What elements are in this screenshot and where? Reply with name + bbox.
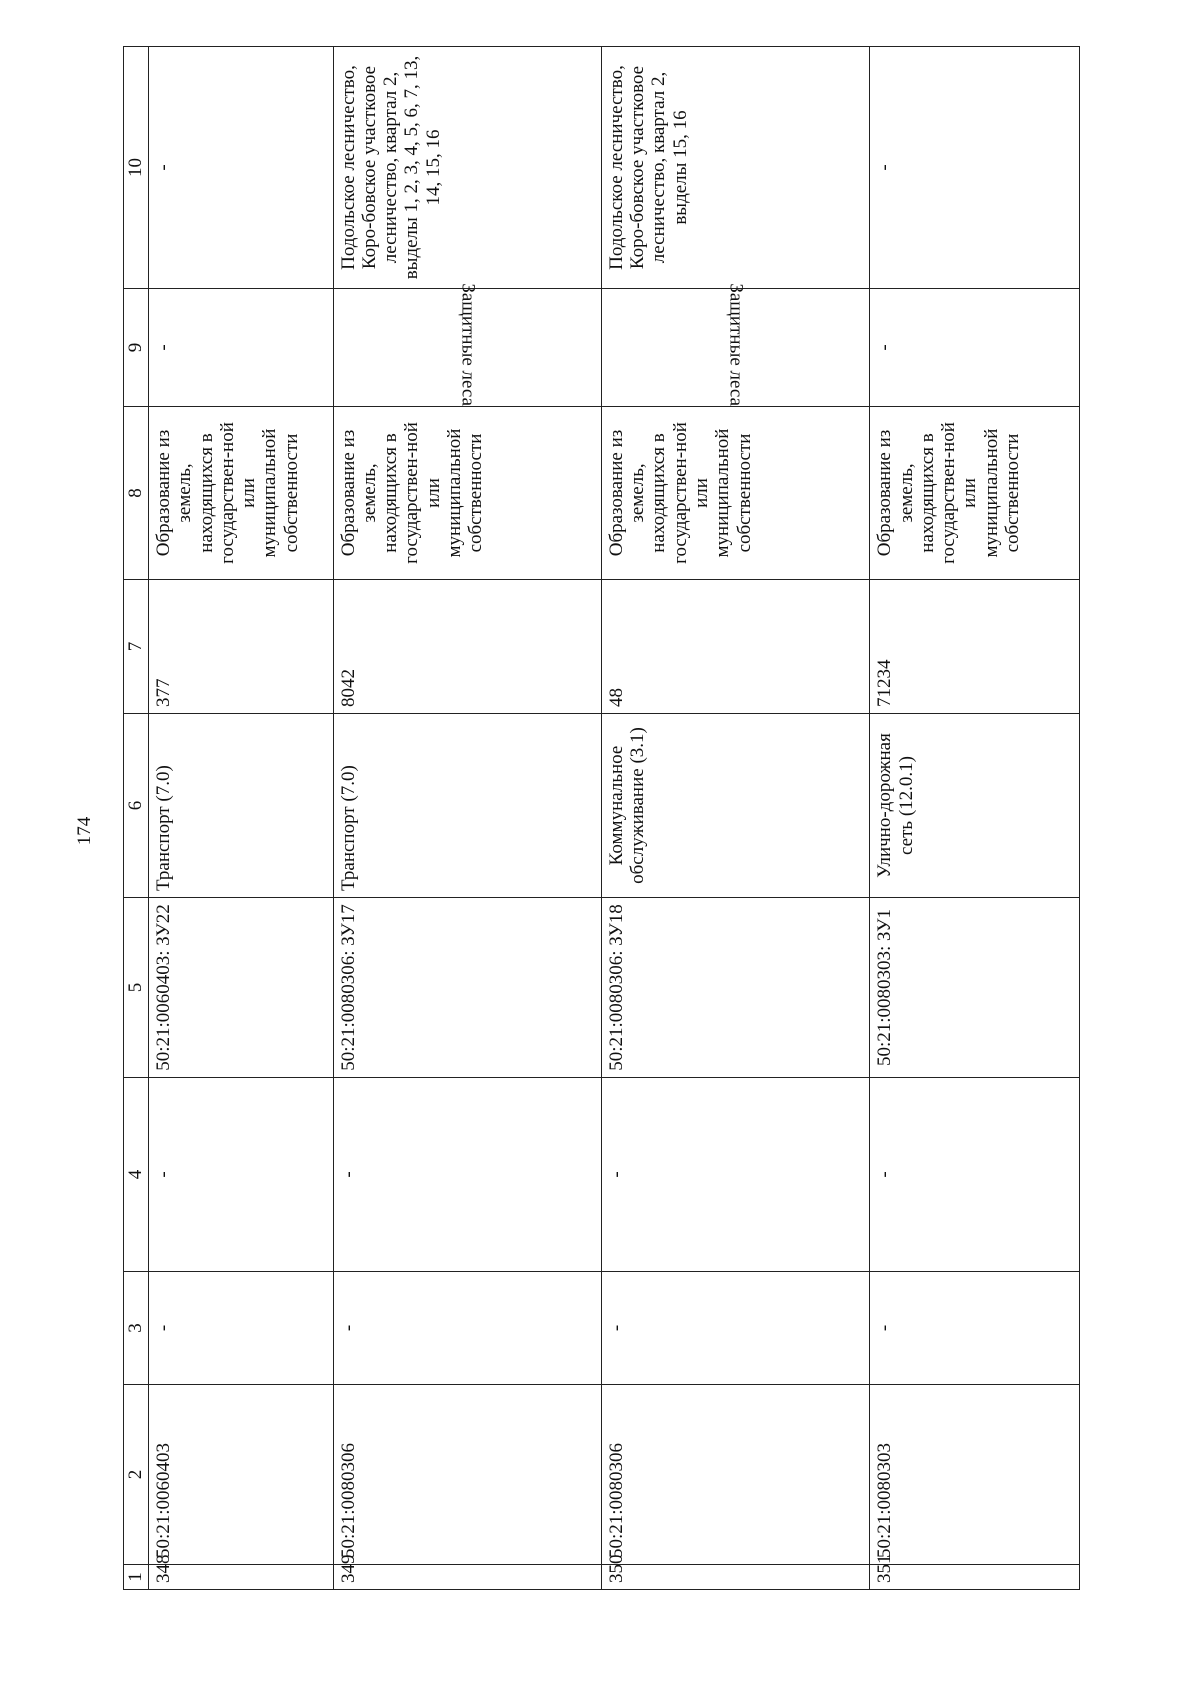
permitted-use: Улично-дорожная сеть (12.0.1) (870, 714, 1080, 898)
area: 8042 (333, 580, 601, 714)
area: 71234 (870, 580, 1080, 714)
formation-method: Образование из земель, находящихся в государствен-ной или муниципальной собственности (333, 407, 601, 580)
forest-category-text: Защитные леса (456, 283, 478, 406)
cadastral-block: 50:21:0080306 (333, 1385, 601, 1565)
cadastral-block: 50:21:0080306 (601, 1385, 869, 1565)
cell-col4: - (870, 1078, 1080, 1272)
row-number: 349 (333, 1565, 601, 1590)
permitted-use: Транспорт (7.0) (149, 714, 334, 898)
col-header-1: 1 (124, 1565, 149, 1590)
cell-col4: - (333, 1078, 601, 1272)
col-header-4: 4 (124, 1078, 149, 1272)
cell-col3: - (870, 1272, 1080, 1385)
col-header-6: 6 (124, 714, 149, 898)
col-header-7: 7 (124, 580, 149, 714)
table-row (149, 47, 334, 1590)
header-row (124, 47, 149, 1590)
cell-col3: - (601, 1272, 869, 1385)
cadastral-block: 50:21:0080303 (870, 1385, 1080, 1565)
forestry-location: - (870, 47, 1080, 289)
area: 377 (149, 580, 334, 714)
cell-col4: - (149, 1078, 334, 1272)
col-header-9: 9 (124, 289, 149, 407)
permitted-use: Транспорт (7.0) (333, 714, 601, 898)
forestry-location: Подольское лесничество, Коро-бовское участковое лесничество, квартал 2, выделы 1, 2, 3, 4, 5, 6, 7, 13, 14, 15, 16 (333, 47, 601, 289)
col-header-3: 3 (124, 1272, 149, 1385)
forest-category (333, 283, 601, 407)
table-row (870, 47, 1080, 1590)
land-plot-id: 50:21:0060403: ЗУ22 (149, 898, 334, 1078)
forest-category: - (149, 289, 334, 407)
forest-category: - (870, 289, 1080, 407)
cell-col4: - (601, 1078, 869, 1272)
permitted-use: Коммунальное обслуживание (3.1) (601, 714, 869, 898)
cadastral-block: 50:21:0060403 (149, 1385, 334, 1565)
table-row (333, 47, 601, 1590)
forestry-location: Подольское лесничество, Коро-бовское участковое лесничество, квартал 2, выделы 15, 16 (601, 47, 869, 289)
row-number: 348 (149, 1565, 334, 1590)
col-header-5: 5 (124, 898, 149, 1078)
formation-method: Образование из земель, находящихся в государствен-ной или муниципальной собственности (601, 407, 869, 580)
rotated-table-wrapper (123, 47, 1080, 1590)
page-number: 174 (74, 816, 95, 846)
formation-method: Образование из земель, находящихся в государствен-ной или муниципальной собственности (149, 407, 334, 580)
land-plot-id: 50:21:0080306: ЗУ17 (333, 898, 601, 1078)
land-plot-id: 50:21:0080303: ЗУ1 (870, 898, 1080, 1078)
cell-col3: - (149, 1272, 334, 1385)
col-header-2: 2 (124, 1385, 149, 1565)
forest-category-text: Защитные леса (725, 283, 747, 406)
land-plot-id: 50:21:0080306: ЗУ18 (601, 898, 869, 1078)
row-number: 350 (601, 1565, 869, 1590)
col-header-10: 10 (124, 47, 149, 289)
formation-method: Образование из земель, находящихся в государствен-ной или муниципальной собственности (870, 407, 1080, 580)
land-plot-table (123, 46, 1080, 1590)
row-number: 351 (870, 1565, 1080, 1590)
table-row (601, 47, 869, 1590)
col-header-8: 8 (124, 407, 149, 580)
area: 48 (601, 580, 869, 714)
forest-category (601, 283, 869, 407)
forestry-location: - (149, 47, 334, 289)
cell-col3: - (333, 1272, 601, 1385)
